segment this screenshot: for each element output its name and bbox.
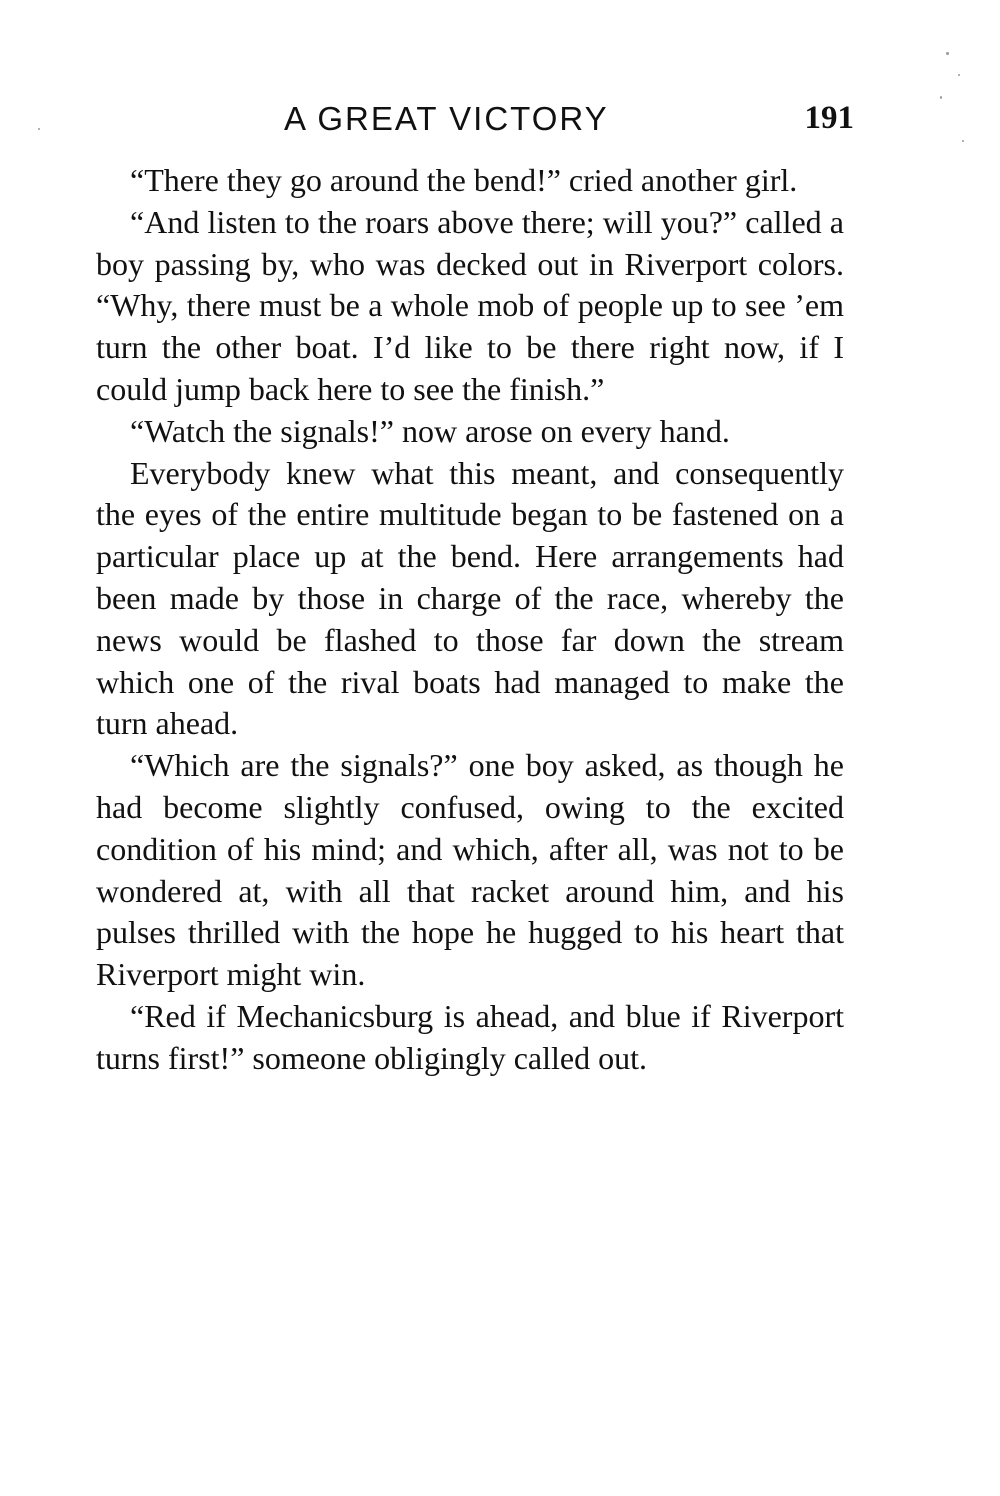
scan-speck <box>946 52 949 55</box>
scan-speck <box>958 74 960 76</box>
scan-speck <box>38 128 40 130</box>
paragraph: “Which are the signals?” one boy asked, as though he had become slightly confused, owing to the excited condition of his mind; and which, after all, was not to be wondered at, with all that racket around him, and his pulses thrilled with the hope he hugged to his heart that Riverport might win. <box>96 747 844 993</box>
scan-speck <box>962 140 964 142</box>
page-header <box>284 100 854 144</box>
body-text <box>96 160 844 1080</box>
paragraph: “Watch the signals!” now arose on every hand. <box>130 412 730 449</box>
paragraph: “Red if Mechanicsburg is ahead, and blue if Riverport turns first!” someone obligingly called out. <box>96 997 844 1076</box>
running-head: A GREAT VICTORY <box>284 100 609 137</box>
paragraph: Everybody knew what this meant, and consequently the eyes of the entire multitude began to be fastened on a particular place up at the bend. Here arrangements had been made by those in charge of the race, whereby the news would be flashed to those far down the stream which one of the rival boats had managed to make the turn ahead. <box>96 454 844 742</box>
scan-speck <box>940 96 942 99</box>
paragraph: “There they go around the bend!” cried another girl. <box>130 162 798 198</box>
page-number: 191 <box>804 100 854 136</box>
paragraph: “And listen to the roars above there; will you?” called a boy passing by, who was decked out in Riverport colors. “Why, there must be a whole mob of people up to see ’em turn the other boat. I’d like to be there right now, if I could jump back here to see the finish.” <box>96 203 844 407</box>
